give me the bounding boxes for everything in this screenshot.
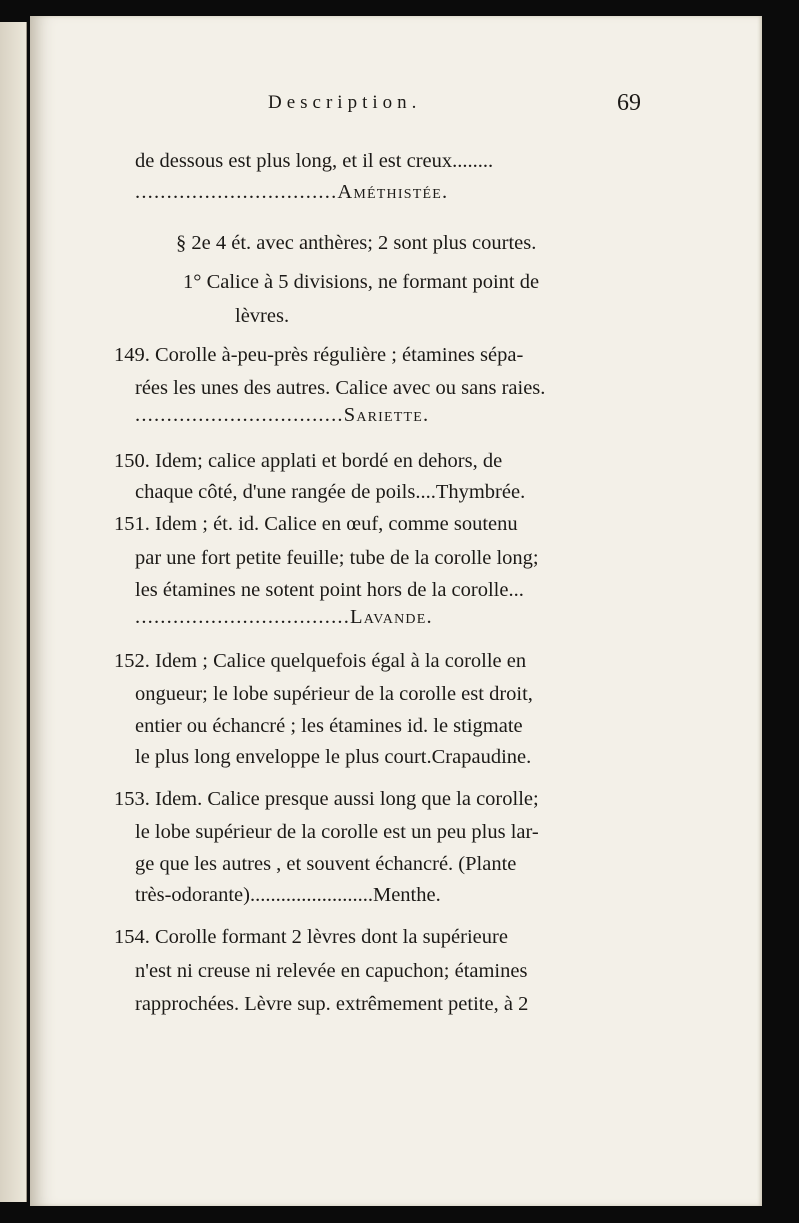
text-line-4: 1° Calice à 5 divisions, ne formant point de: [183, 271, 540, 293]
text-line-10: chaque côté, d'une rangée de poils....Thymbrée.: [135, 481, 526, 503]
text-line-20: le lobe supérieur de la corolle est un peu plus lar-: [135, 821, 539, 843]
text-line-22: très-odorante)........................Menthe.: [135, 884, 441, 906]
text-line-15: 152. Idem ; Calice quelquefois égal à la corolle en: [114, 650, 527, 672]
running-head: Description.: [268, 92, 422, 113]
text-line-25: rapprochées. Lèvre sup. extrêmement petite, à 2: [135, 993, 529, 1015]
text-line-12: par une fort petite feuille; tube de la corolle long;: [135, 547, 539, 569]
text-line-21: ge que les autres , et souvent échancré. (Plante: [135, 853, 517, 875]
text-line-9: 150. Idem; calice applati et bordé en dehors, de: [114, 450, 503, 472]
text-line-19: 153. Idem. Calice presque aussi long que la corolle;: [114, 788, 539, 810]
text-line-8: .................................Sariette.: [135, 404, 430, 426]
text-line-16: ongueur; le lobe supérieur de la corolle est droit,: [135, 683, 533, 705]
text-line-18: le plus long enveloppe le plus court.Crapaudine.: [135, 746, 532, 768]
page-number: 69: [617, 90, 641, 116]
text-line-11: 151. Idem ; ét. id. Calice en œuf, comme soutenu: [114, 513, 518, 535]
text-line-2: ................................Améthistée.: [135, 181, 449, 203]
text-line-17: entier ou échancré ; les étamines id. le stigmate: [135, 715, 523, 737]
text-line-13: les étamines ne sotent point hors de la corolle...: [135, 579, 524, 601]
left-page-edge: [0, 22, 27, 1202]
text-line-24: n'est ni creuse ni relevée en capuchon; étamines: [135, 960, 528, 982]
text-line-7: rées les unes des autres. Calice avec ou sans raies.: [135, 377, 546, 399]
text-line-1: de dessous est plus long, et il est creux........: [135, 150, 494, 172]
text-line-6: 149. Corolle à-peu-près régulière ; étamines sépa-: [114, 344, 524, 366]
text-line-5: lèvres.: [235, 305, 290, 327]
text-line-3: § 2e 4 ét. avec anthères; 2 sont plus courtes.: [176, 232, 537, 254]
text-line-14: ..................................Lavande.: [135, 606, 433, 628]
text-line-23: 154. Corolle formant 2 lèvres dont la supérieure: [114, 926, 508, 948]
